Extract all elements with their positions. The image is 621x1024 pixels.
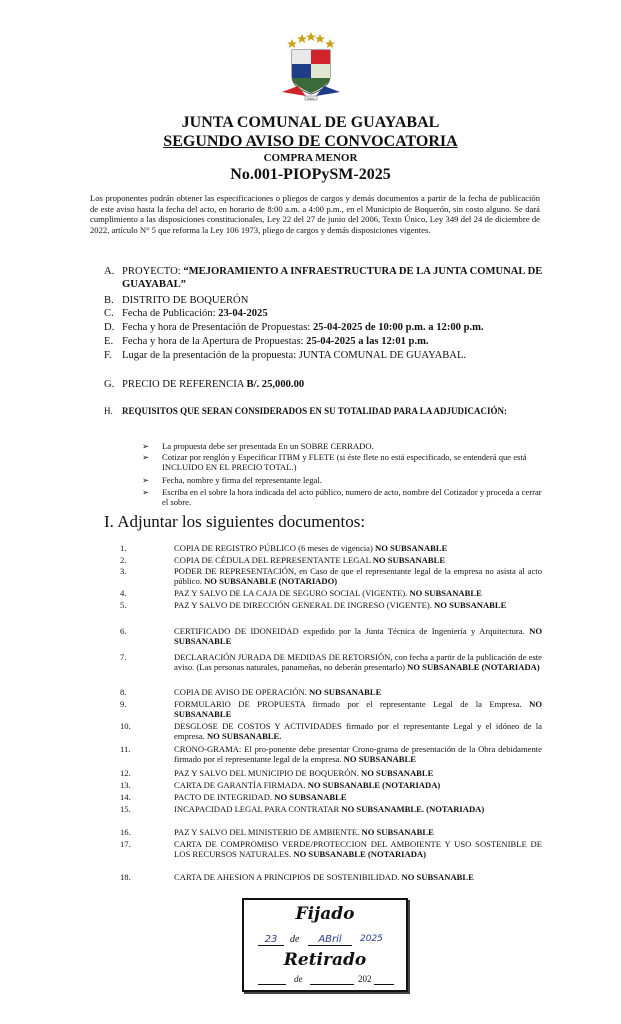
arrow-bullet-icon: ➢: [142, 475, 150, 485]
section-c: C. Fecha de Publicación: 23-04-2025: [104, 308, 268, 319]
stamp-fijado-label: Fijado: [295, 904, 355, 924]
stamp-retirado-label: Retirado: [283, 950, 367, 970]
document-item: 12. PAZ Y SALVO DEL MUNICIPIO DE BOQUERÓN. NO SUBSANABLE: [120, 768, 434, 778]
requirement-bullet: ➢ La propuesta debe ser presentada En un SOBRE CERRADO.: [142, 441, 374, 451]
arrow-bullet-icon: ➢: [142, 487, 150, 497]
requirement-bullet: ➢ Escriba en el sobre la hora indicada del acto público, numero de acto, nombre del Cotizador y proceda a cerrar el sobre.: [142, 487, 542, 508]
section-g: G. PRECIO DE REFERENCIA B/. 25,000.00: [104, 379, 305, 390]
posting-stamp: [242, 898, 408, 992]
stamp-posted-date: 23 de ABril 2025: [254, 934, 402, 948]
document-item: 14. PACTO DE INTEGRIDAD. NO SUBSANABLE: [120, 792, 347, 802]
svg-text:Patria: Patria: [307, 96, 315, 101]
document-item: 17. CARTA DE COMPROMISO VERDE/PROTECCION DEL AMBOIENTE Y USO SOSTENIBLE DE LOS RECURSOS NATURALES. NO SUBSANABLE (NOTARIADA): [120, 839, 542, 860]
document-item: 1. COPIA DE REGISTRO PÚBLICO (6 meses de vigencia) NO SUBSANABLE: [120, 543, 448, 553]
notice-number: No.001-PIOPySM-2025: [230, 166, 391, 183]
document-item: 10. DESGLOSE DE COSTOS Y ACTIVIDADES firmado por el representante Legal y el idóneo de la empresa. NO SUBSANABLE.: [120, 721, 542, 742]
section-h: H. REQUISITOS QUE SERAN CONSIDERADOS EN SU TOTALIDAD PARA LA ADJUDICACIÓN:: [104, 406, 507, 416]
document-item: 15. INCAPACIDAD LEGAL PARA CONTRATAR NO SUBSANAMBLE. (NOTARIADA): [120, 804, 485, 814]
document-item: 4. PAZ Y SALVO DE LA CAJA DE SEGURO SOCIAL (VIGENTE). NO SUBSANABLE: [120, 588, 482, 598]
requirement-bullet: ➢ Cotizar por renglón y Especificar ITBM y FLETE (si éste flete no está especificado, se entenderá que está INCLUIDO EN EL PRECIO TOTAL.): [142, 452, 527, 473]
document-item: 18. CARTA DE AHESION A PRINCIPIOS DE SOSTENIBILIDAD. NO SUBSANABLE: [120, 872, 474, 882]
section-b: B. DISTRITO DE BOQUERÓN: [104, 295, 249, 306]
document-item: 9. FORMULARIO DE PROPUESTA firmado por el representante Legal de la Empresa. NO SUBSANABLE: [120, 699, 542, 720]
document-item: 6. CERTIFICADO DE IDONEIDAD expedido por la Junta Técnica de Ingeniería y Arquitectura. NO SUBSANABLE: [120, 626, 542, 647]
document-item: 8. COPIA DE AVISO DE OPERACIÓN. NO SUBSANABLE: [120, 687, 382, 697]
coat-of-arms-emblem: [278, 30, 344, 106]
document-item: 2. COPIA DE CÉDULA DEL REPRESENTANTE LEGAL NO SUBSANABLE: [120, 555, 446, 565]
document-item: 16. PAZ Y SALVO DEL MINISTERIO DE AMBIENTE. NO SUBSANABLE: [120, 827, 434, 837]
section-e: E. Fecha y hora de la Apertura de Propuestas: 25-04-2025 a las 12:01 p.m.: [104, 336, 429, 347]
procurement-type: COMPRA MENOR: [263, 152, 358, 164]
org-title: JUNTA COMUNAL DE GUAYABAL: [181, 114, 440, 131]
document-item: 7. DECLARACIÓN JURADA DE MEDIDAS DE RETORSIÓN, con fecha a partir de la publicación de este aviso. (Las personas naturales, panameñas, no deberán presentarlo) NO SUBSANABLE (NOTARIADA): [120, 652, 542, 673]
notice-title: SEGUNDO AVISO DE CONVOCATORIA: [163, 133, 458, 150]
document-item: 11. CRONO-GRAMA: El pro-ponente debe presentar Crono-grama de presentación de la Obra debidamente firmado por el representante legal de la empresa. NO SUBSANABLE: [120, 744, 542, 765]
section-a: A. PROYECTO: “MEJORAMIENTO A INFRAESTRUCTURA DE LA JUNTA COMUNAL DE GUAYABAL”: [104, 266, 543, 290]
document-item: 3. PODER DE REPRESENTACIÓN, en Caso de que el representante legal de la empresa no asista al acto público. NO SUBSANABLE (NOTARIADO): [120, 566, 542, 587]
intro-paragraph: Los proponentes podrán obtener las especificaciones o pliegos de cargos y demás documentos a partir de la fecha de publicación de este aviso hasta la fecha del acto, en horario de 8:00 a.m. a 4:00 p.m., en el Municipio de Boquerón, sin costo alguno. Se dará cumplimiento a las disposiciones constitucionales, Ley 22 del 27 de junio del 2006, Texto Único, Ley 349 del 24 de diciembre de 2022, artículo N° 5 que reforma la Ley 106 1973, pliego de cargos y demás disposiciones vigentes.: [90, 193, 540, 235]
section-f: F. Lugar de la presentación de la propuesta: JUNTA COMUNAL DE GUAYABAL.: [104, 350, 467, 361]
stamp-removed-date: de 202: [254, 974, 402, 986]
requirement-bullet: ➢ Fecha, nombre y firma del representante legal.: [142, 475, 322, 485]
section-i-heading: I. Adjuntar los siguientes documentos:: [104, 512, 366, 531]
arrow-bullet-icon: ➢: [142, 441, 150, 451]
arrow-bullet-icon: ➢: [142, 452, 150, 462]
section-d: D. Fecha y hora de Presentación de Propuestas: 25-04-2025 de 10:00 p.m. a 12:00 p.m.: [104, 322, 484, 333]
document-item: 5. PAZ Y SALVO DE DIRECCIÓN GENERAL DE INGRESO (VIGENTE). NO SUBSANABLE: [120, 600, 507, 610]
document-item: 13. CARTA DE GARANTÍA FIRMADA. NO SUBSANABLE (NOTARIADA): [120, 780, 441, 790]
